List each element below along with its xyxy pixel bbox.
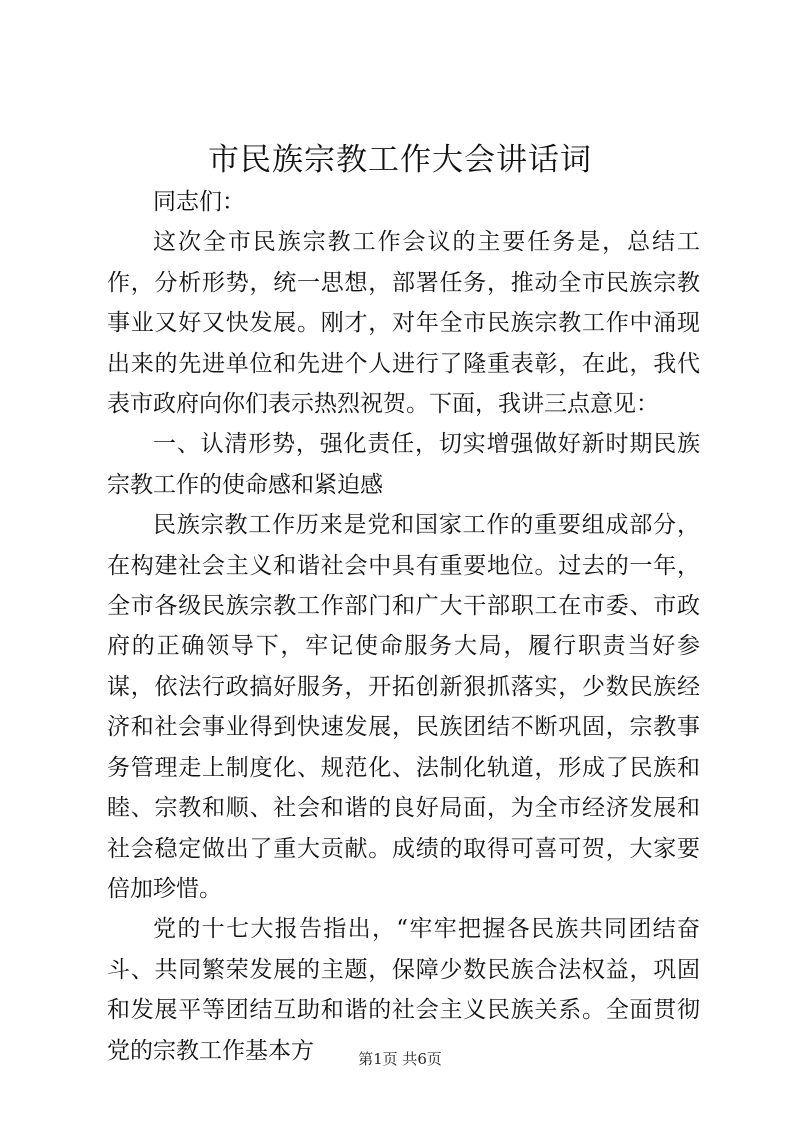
paragraph-achievements: 民族宗教工作历来是党和国家工作的重要组成部分，在构建社会主义和谐社会中具有重要地位。过去的一年，全市各级民族宗教工作部门和广大干部职工在市委、市政府的正确领导下，牢记使命服务大局，履行职责当好参谋，依法行政搞好服务，开拓创新狠抓落实，少数民族经济和社会事业得到快速发展，民族团结不断巩固，宗教事务管理走上制度化、规范化、法制化轨道，形成了民族和睦、宗教和顺、社会和谐的良好局面，为全市经济发展和社会稳定做出了重大贡献。成绩的取得可喜可贺，大家要倍加珍惜。 — [107, 512, 700, 902]
paragraph-salutation: 同志们： — [153, 189, 245, 215]
document-body — [107, 182, 700, 1071]
document-title: 市民族宗教工作大会讲话词 — [208, 142, 592, 178]
page-number-footer: 第1页 共6页 — [358, 1050, 442, 1068]
paragraph-report-quote: 党的十七大报告指出，“牢牢把握各民族共同团结奋斗、共同繁荣发展的主题，保障少数民族合法权益，巩固和发展平等团结互助和谐的社会主义民族关系。全面贯彻党的宗教工作基本方 — [107, 916, 700, 1064]
section-heading-1: 一、认清形势，强化责任，切实增强做好新时期民族宗教工作的使命感和紧迫感 — [107, 431, 700, 498]
paragraph-intro: 这次全市民族宗教工作会议的主要任务是，总结工作，分析形势，统一思想，部署任务，推动全市民族宗教事业又好又快发展。刚才，对年全市民族宗教工作中涌现出来的先进单位和先进个人进行了隆重表彰，在此，我代表市政府向你们表示热烈祝贺。下面，我讲三点意见： — [107, 229, 700, 418]
